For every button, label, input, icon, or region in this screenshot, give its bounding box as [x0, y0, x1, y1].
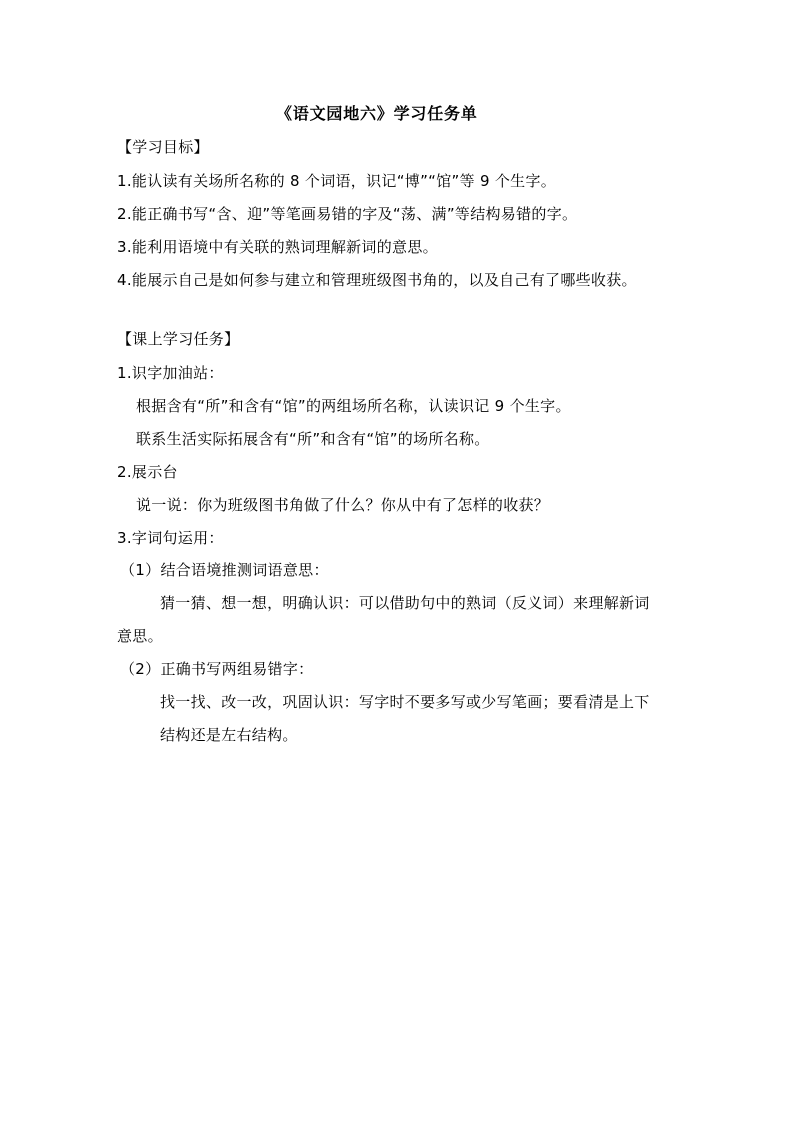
- objectives-heading: 【学习目标】: [117, 138, 209, 156]
- subtask-label: （2）正确书写两组易错字：: [120, 660, 314, 678]
- subtask-label: （1）结合语境推测词语意思：: [120, 561, 329, 579]
- task-text: 联系生活实际拓展含有“所”和含有“馆”的场所名称。: [136, 430, 490, 448]
- objective-item: 1.能认读有关场所名称的 8 个词语，识记“博”“馆”等 9 个生字。: [117, 172, 557, 190]
- objective-item: 3.能利用语境中有关联的熟词理解新词的意思。: [117, 238, 438, 256]
- task-title: 3.字词句运用：: [117, 529, 224, 547]
- objective-item: 4.能展示自己是如何参与建立和管理班级图书角的，以及自己有了哪些收获。: [117, 271, 637, 289]
- subtask-text: 找一找、改一改，巩固认识：写字时不要多写或少写笔画；要看清是上下: [160, 693, 650, 711]
- task-title: 2.展示台: [117, 463, 178, 481]
- document-title: 《语文园地六》学习任务单: [276, 104, 478, 123]
- subtask-text: 结构还是左右结构。: [160, 726, 298, 744]
- objective-item: 2.能正确书写“含、迎”等笔画易错的字及“荡、满”等结构易错的字。: [117, 205, 578, 223]
- tasks-heading: 【课上学习任务】: [117, 330, 240, 348]
- task-text: 说一说：你为班级图书角做了什么？你从中有了怎样的收获？: [136, 496, 550, 514]
- subtask-text: 猜一猜、想一想，明确认识：可以借助句中的熟词（反义词）来理解新词: [160, 594, 650, 612]
- task-text: 根据含有“所”和含有“馆”的两组场所名称，认读识记 9 个生字。: [136, 397, 571, 415]
- subtask-text: 意思。: [117, 627, 163, 645]
- task-title: 1.识字加油站：: [117, 364, 224, 382]
